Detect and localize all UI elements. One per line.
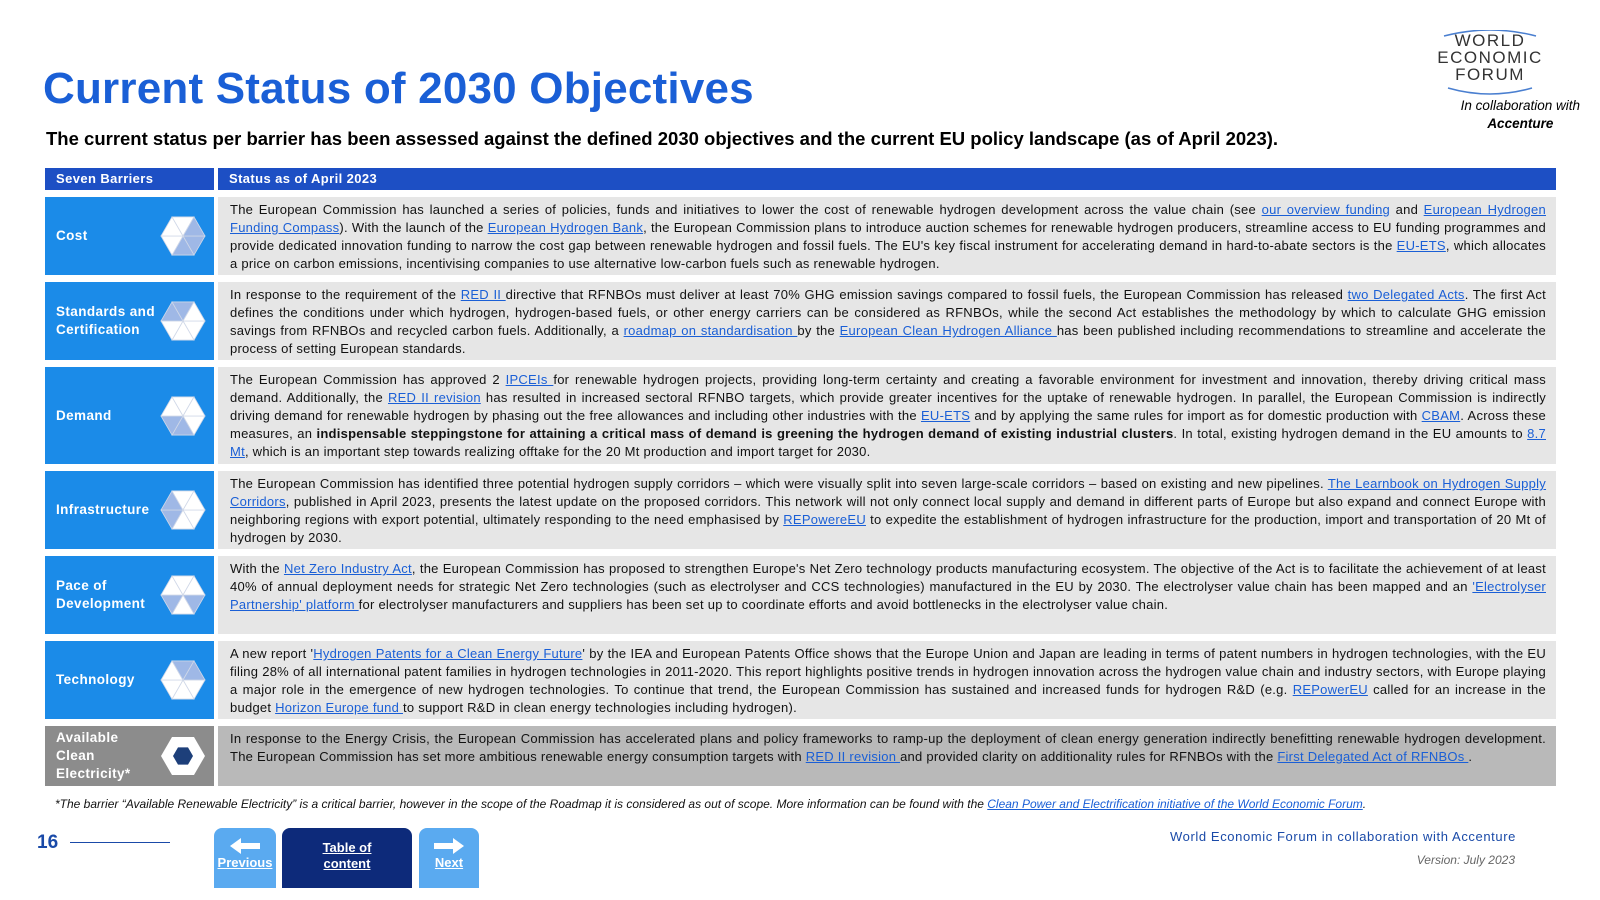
- barrier-name: Demand: [56, 407, 112, 423]
- status-text-segment: .: [1468, 749, 1473, 764]
- status-bold-text: indispensable steppingstone for attaining a critical mass of demand is greening the hydrogen demand of existing industrial clusters: [316, 426, 1174, 441]
- status-link[interactable]: IPCEIs: [505, 372, 554, 387]
- barrier-label-cell: [45, 367, 214, 464]
- barrier-name: Standards and Certification: [56, 304, 155, 337]
- table-header: [45, 168, 1556, 190]
- status-link[interactable]: CBAM: [1421, 408, 1461, 423]
- page-number: 16: [37, 832, 59, 853]
- status-link[interactable]: RED II revision: [388, 390, 481, 405]
- barrier-name: Cost: [56, 228, 88, 243]
- barrier-status-text: [218, 641, 1556, 719]
- status-text-segment: The European Commission has launched a series of policies, funds and initiatives to lower the cost of renewable hydrogen development across the value chain (see: [230, 202, 1262, 217]
- status-link[interactable]: European Clean Hydrogen Alliance: [839, 323, 1057, 338]
- header-seven-barriers: Seven Barriers: [45, 168, 214, 190]
- page-number-divider: [70, 842, 170, 843]
- barrier-name: Technology: [56, 672, 135, 687]
- status-text-segment: A new report ': [230, 646, 314, 661]
- status-text-segment: called for an increase in the budget: [230, 682, 1546, 715]
- previous-button[interactable]: [214, 828, 276, 888]
- status-text-segment: The European Commission has approved 2: [230, 372, 506, 387]
- status-text-segment: . The first Act defines the conditions under which hydrogen, hydrogen-based fuels, or other energy carriers can be considered as RFNBOs, while the second Act establishes the methodology by which to calculate GHG emission savings from RFNBOs and recycled carbon fuels. Additionally, a: [230, 287, 1546, 338]
- status-text-segment: for renewable hydrogen projects, providing long-term certainty and creating a favorable environment for investment and innovation, thereby driving critical mass demand. Additionally, the: [230, 372, 1546, 405]
- toc-label: Table of content: [322, 840, 372, 871]
- previous-label: Previous: [217, 855, 273, 870]
- standards-hex-icon: [158, 299, 208, 343]
- status-link[interactable]: 8.7 Mt: [230, 426, 1546, 459]
- status-link[interactable]: 'Electrolyser Partnership' platform: [230, 579, 1546, 612]
- clean-electricity-hex-icon: [158, 734, 208, 778]
- status-link[interactable]: Horizon Europe fund: [275, 700, 403, 715]
- status-link[interactable]: European Hydrogen Funding Compass: [230, 202, 1546, 235]
- barrier-label-cell: [45, 197, 214, 275]
- barrier-label-cell: [45, 471, 214, 549]
- footnote-end: .: [1362, 797, 1367, 811]
- footnote: [55, 797, 1366, 811]
- status-link[interactable]: European Hydrogen Bank: [487, 220, 644, 235]
- status-text-segment: , the European Commission has proposed to strengthen Europe's Net Zero technology products manufacturing ecosystem. The objective of the Act is to facilitate the achievement of at least 40% of annual deployment needs for strategic Net Zero technologies (such as electrolyser and CCS technologies) manufactured in the EU by 2030. The electrolyser value chain has been mapped and an: [230, 561, 1547, 594]
- status-link[interactable]: EU-ETS: [1396, 238, 1446, 253]
- barrier-name: Infrastructure: [56, 502, 150, 517]
- barriers-table: [45, 168, 1556, 793]
- header-status: Status as of April 2023: [218, 168, 1556, 190]
- version-label: Version: July 2023: [1416, 853, 1515, 867]
- page-subtitle: The current status per barrier has been assessed against the defined 2030 objectives and the current EU policy landscape (as of April 2023).: [46, 128, 1279, 149]
- barrier-status-text: [218, 471, 1556, 549]
- status-text-segment: to support R&D in clean energy technologies including hydrogen).: [402, 700, 797, 715]
- table-row: [45, 556, 1556, 634]
- barrier-name: Available Clean Electricity*: [56, 730, 131, 781]
- status-link[interactable]: The Learnbook on Hydrogen Supply Corridors: [230, 476, 1547, 509]
- footer-credit: World Economic Forum in collaboration with Accenture: [1170, 829, 1516, 844]
- collab-label: In collaboration with: [1460, 98, 1580, 113]
- cost-hex-icon: [158, 214, 208, 258]
- table-row: [45, 282, 1556, 360]
- table-row: [45, 367, 1556, 464]
- table-row: [45, 197, 1556, 275]
- collaboration-note: [1461, 97, 1580, 133]
- status-text-segment: to expedite the establishment of hydrogen infrastructure for the production, import and transportation of 20 Mt of hydrogen by 2030.: [230, 512, 1546, 545]
- status-link[interactable]: EU-ETS: [921, 408, 971, 423]
- page-title: Current Status of 2030 Objectives: [43, 64, 754, 113]
- status-text-segment: and by applying the same rules for import as for domestic production with: [970, 408, 1422, 423]
- technology-hex-icon: [158, 658, 208, 702]
- barrier-label-cell: [45, 282, 214, 360]
- status-text-segment: by the: [797, 323, 840, 338]
- status-link[interactable]: REPowerEU: [1292, 682, 1368, 697]
- status-text-segment: , which is an important step towards realizing offtake for the 20 Mt production and import target for 2030.: [244, 444, 871, 459]
- barrier-status-text: [218, 282, 1556, 360]
- status-text-segment: , the European Commission plans to introduce auction schemes for renewable hydrogen producers, streamline access to EU funding programmes and provide dedicated innovation funding to narrow the cost gap between renewable hydrogen and fossil fuels. The EU's key fiscal instrument for accelerating demand in hard-to-abate sectors is the: [230, 220, 1547, 253]
- barrier-label-cell: [45, 726, 214, 786]
- status-text-segment: In response to the Energy Crisis, the European Commission has accelerated plans and policy frameworks to ramp-up the deployment of clean energy generation indirectly benefitting renewable hydrogen development. The European Commission has set more ambitious renewable energy consumption targets with: [230, 731, 1546, 764]
- next-label: Next: [434, 855, 464, 870]
- status-text-segment: and: [1390, 202, 1424, 217]
- status-link[interactable]: RED II revision: [805, 749, 901, 764]
- status-text-segment: In response to the requirement of the: [230, 287, 461, 302]
- status-link[interactable]: Hydrogen Patents for a Clean Energy Future: [313, 646, 583, 661]
- status-text-segment: , published in April 2023, presents the latest update on the proposed corridors. This network will not only connect local supply and demand in different parts of Europe but also expand and connect Europe with neighboring regions with export potential, ultimately responding to the need emphasised by: [230, 494, 1546, 527]
- barrier-status-text: [218, 556, 1556, 634]
- table-body: [45, 197, 1556, 786]
- status-text-segment: directive that RFNBOs must deliver at least 70% GHG emission savings compared to fossil fuels, the European Commission has released: [505, 287, 1348, 302]
- arrow-left-icon: [230, 838, 260, 854]
- status-link[interactable]: First Delegated Act of RFNBOs: [1277, 749, 1469, 764]
- status-text-segment: ). With the launch of the: [339, 220, 488, 235]
- barrier-label-cell: [45, 556, 214, 634]
- barrier-status-text: [218, 726, 1556, 786]
- collab-partner: Accenture: [1487, 116, 1554, 131]
- status-text-segment: for electrolyser manufacturers and suppliers has been set up to coordinate efforts and avoid bottlenecks in the electrolyser value chain.: [358, 597, 1169, 612]
- status-text-segment: . In total, existing hydrogen demand in the EU amounts to: [1173, 426, 1528, 441]
- arrow-right-icon: [434, 838, 464, 854]
- status-text-segment: ' by the IEA and European Patents Office shows that the Europe Union and Japan are leading in terms of patent numbers in hydrogen technologies, with the EU filing 28% of all international patent families in hydrogen technologies in 2011-2020. This report highlights positive trends in hydrogen innovation across the hydrogen value chain and industry sectors, with Europe playing a major role in the emergence of new hydrogen technologies. To continue that trend, the European Commission has sustained and increased funds for hydrogen R&D (e.g.: [230, 646, 1546, 697]
- status-link[interactable]: roadmap on standardisation: [623, 323, 798, 338]
- table-row: [45, 641, 1556, 719]
- pace-hex-icon: [158, 573, 208, 617]
- status-link[interactable]: two Delegated Acts: [1347, 287, 1465, 302]
- table-row: [45, 471, 1556, 549]
- status-link[interactable]: Net Zero Industry Act: [283, 561, 412, 576]
- logo-line-1: WORLD: [1454, 31, 1526, 50]
- status-text-segment: has been published including recommendations to streamline and accelerate the process of setting European standards.: [230, 323, 1547, 356]
- barrier-label-cell: [45, 641, 214, 719]
- status-text-segment: With the: [230, 561, 284, 576]
- barrier-name: Pace of Development: [56, 578, 146, 611]
- barrier-status-text: [218, 367, 1556, 464]
- next-button[interactable]: [419, 828, 479, 888]
- wef-logo: [1430, 30, 1550, 98]
- demand-hex-icon: [158, 394, 208, 438]
- table-of-content-button[interactable]: [282, 828, 412, 888]
- infrastructure-hex-icon: [158, 488, 208, 532]
- status-text-segment: , which allocates a price on carbon emissions, incentivising companies to use alternative low-carbon fuels such as renewable hydrogen.: [230, 238, 1546, 271]
- footnote-link[interactable]: Clean Power and Electrification initiative of the World Economic Forum: [987, 797, 1363, 811]
- status-text-segment: has resulted in increased sectoral RFNBO targets, which provide greater incentives for the uptake of renewable hydrogen. In parallel, the European Commission is indirectly driving demand for renewable hydrogen by phasing out the free allowances and including other industries with the: [230, 390, 1546, 423]
- status-link[interactable]: our overview funding: [1261, 202, 1391, 217]
- status-link[interactable]: RED II: [460, 287, 506, 302]
- logo-line-3: FORUM: [1455, 65, 1525, 84]
- status-text-segment: . Across these measures, an: [230, 408, 1546, 441]
- status-text-segment: The European Commission has identified three potential hydrogen supply corridors – which were visually split into seven large-scale corridors – based on existing and new pipelines.: [230, 476, 1328, 491]
- status-link[interactable]: REPowereEU: [783, 512, 866, 527]
- table-row: [45, 726, 1556, 786]
- status-text-segment: and provided clarity on additionality rules for RFNBOs with the: [900, 749, 1278, 764]
- barrier-status-text: [218, 197, 1556, 275]
- logo-line-2: ECONOMIC: [1437, 48, 1543, 67]
- footnote-text: *The barrier “Available Renewable Electricity” is a critical barrier, however in the scope of the Roadmap it is considered as out of scope. More information can be found with the: [55, 797, 988, 811]
